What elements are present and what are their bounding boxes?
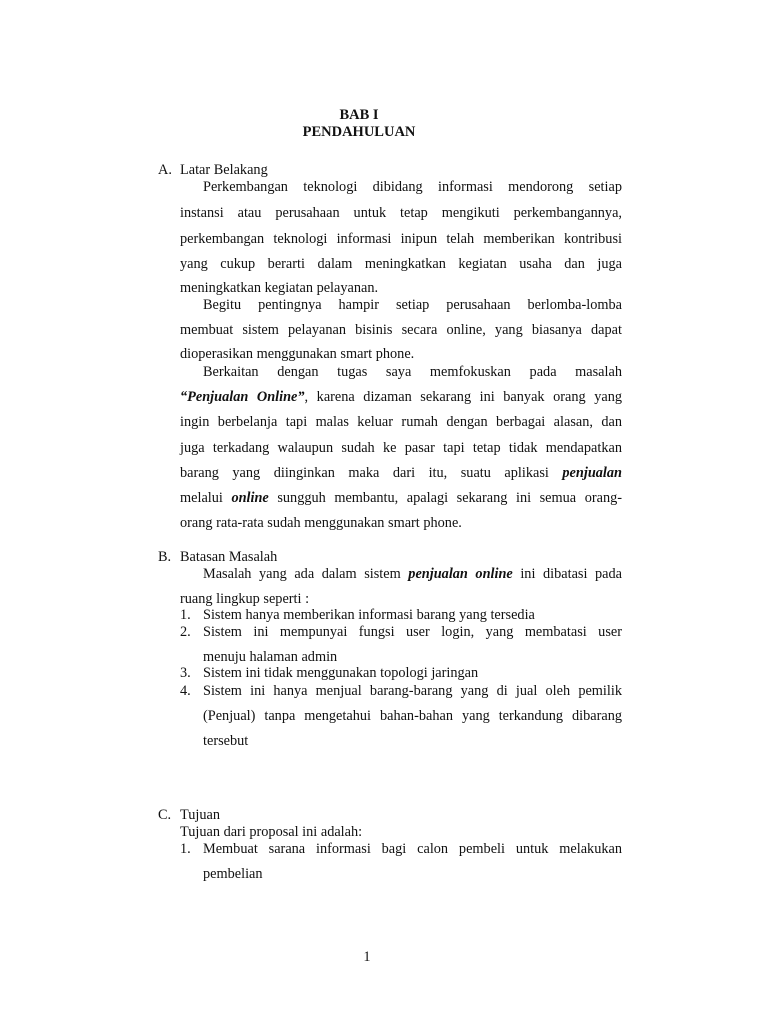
section-a-p3-line5 <box>180 466 622 480</box>
emphasis-online: online <box>231 490 269 506</box>
emphasis-penjualan-online-b: penjualan online <box>408 566 513 582</box>
section-b-title: Batasan Masalah <box>180 549 278 565</box>
section-a-p3-line1: Berkaitan dengan tugas saya memfokuskan pada masalah <box>203 364 622 380</box>
section-a-p3-line6-text-b: sungguh membantu, apalagi sekarang ini semua orang- <box>268 490 623 506</box>
section-a-title: Latar Belakang <box>180 162 268 178</box>
section-b-marker: B. <box>158 549 172 565</box>
list-b-item-4-line3: tersebut <box>203 733 249 749</box>
section-a-p1-line3: perkembangan teknologi informasi inipun telah memberikan kontribusi <box>180 231 622 247</box>
section-a-p2-line2: membuat sistem pelayanan bisinis secara online, yang biasanya dapat <box>180 322 622 338</box>
section-a-p3-line4: juga terkadang walaupun sudah ke pasar tapi tetap tidak mendapatkan <box>180 440 622 456</box>
emphasis-penjualan-online: “Penjualan Online” <box>180 389 305 405</box>
section-a-marker: A. <box>158 162 172 178</box>
list-c-item-1-line1: Membuat sarana informasi bagi calon pembeli untuk melakukan <box>203 841 622 857</box>
section-a-p3-line7: orang rata-rata sudah menggunakan smart phone. <box>180 515 462 531</box>
section-b-intro-line1 <box>203 567 622 581</box>
list-b-item-4-line1: Sistem ini hanya menjual barang-barang yang di jual oleh pemilik <box>203 683 622 699</box>
section-a-p3-line5-text: barang yang diinginkan maka dari itu, suatu aplikasi <box>180 465 563 481</box>
list-b-item-2-line2: menuju halaman admin <box>203 649 338 665</box>
section-a-p3-line2 <box>180 390 622 404</box>
list-b-item-1-line1: Sistem hanya memberikan informasi barang yang tersedia <box>203 607 535 623</box>
list-c-item-1-number: 1. <box>180 841 191 857</box>
list-b-item-1-number: 1. <box>180 607 191 623</box>
section-b-intro-line2: ruang lingkup seperti : <box>180 591 310 607</box>
list-b-item-2-line1: Sistem ini mempunyai fungsi user login, yang membatasi user <box>203 624 622 640</box>
section-b-intro-text-a: Masalah yang ada dalam sistem <box>203 566 409 582</box>
list-b-item-4-line2: (Penjual) tanpa mengetahui bahan-bahan yang terkandung dibarang <box>203 708 622 724</box>
list-b-item-4-number: 4. <box>180 683 191 699</box>
page-number: 1 <box>363 949 371 965</box>
section-a-p1-line5: meningkatkan kegiatan pelayanan. <box>180 280 379 296</box>
section-a-p2-line1: Begitu pentingnya hampir setiap perusahaan berlomba-lomba <box>203 297 622 313</box>
section-c-marker: C. <box>158 807 172 823</box>
chapter-title: PENDAHULUAN <box>302 124 416 140</box>
list-b-item-2-number: 2. <box>180 624 191 640</box>
section-a-p3-line2-text: , karena dizaman sekarang ini banyak orang yang <box>304 389 622 405</box>
list-c-item-1-line2: pembelian <box>203 866 263 882</box>
chapter-number: BAB I <box>339 107 379 123</box>
section-a-p1-line4: yang cukup berarti dalam meningkatkan kegiatan usaha dan juga <box>180 256 622 272</box>
section-c-title: Tujuan <box>180 807 220 823</box>
section-a-p1-line2: instansi atau perusahaan untuk tetap mengikuti perkembangannya, <box>180 205 622 221</box>
section-c-intro: Tujuan dari proposal ini adalah: <box>180 824 363 840</box>
section-a-p1-line1: Perkembangan teknologi dibidang informasi mendorong setiap <box>203 179 622 195</box>
list-b-item-3-number: 3. <box>180 665 191 681</box>
section-a-p3-line6-text-a: melalui <box>180 490 232 506</box>
emphasis-penjualan: penjualan <box>562 465 622 481</box>
section-a-p3-line3: ingin berbelanja tapi malas keluar rumah dengan berbagai alasan, dan <box>180 414 622 430</box>
section-b-intro-text-b: ini dibatasi pada <box>512 566 622 582</box>
section-a-p3-line6 <box>180 491 622 505</box>
section-a-p2-line3: dioperasikan menggunakan smart phone. <box>180 346 415 362</box>
list-b-item-3-line1: Sistem ini tidak menggunakan topologi jaringan <box>203 665 479 681</box>
